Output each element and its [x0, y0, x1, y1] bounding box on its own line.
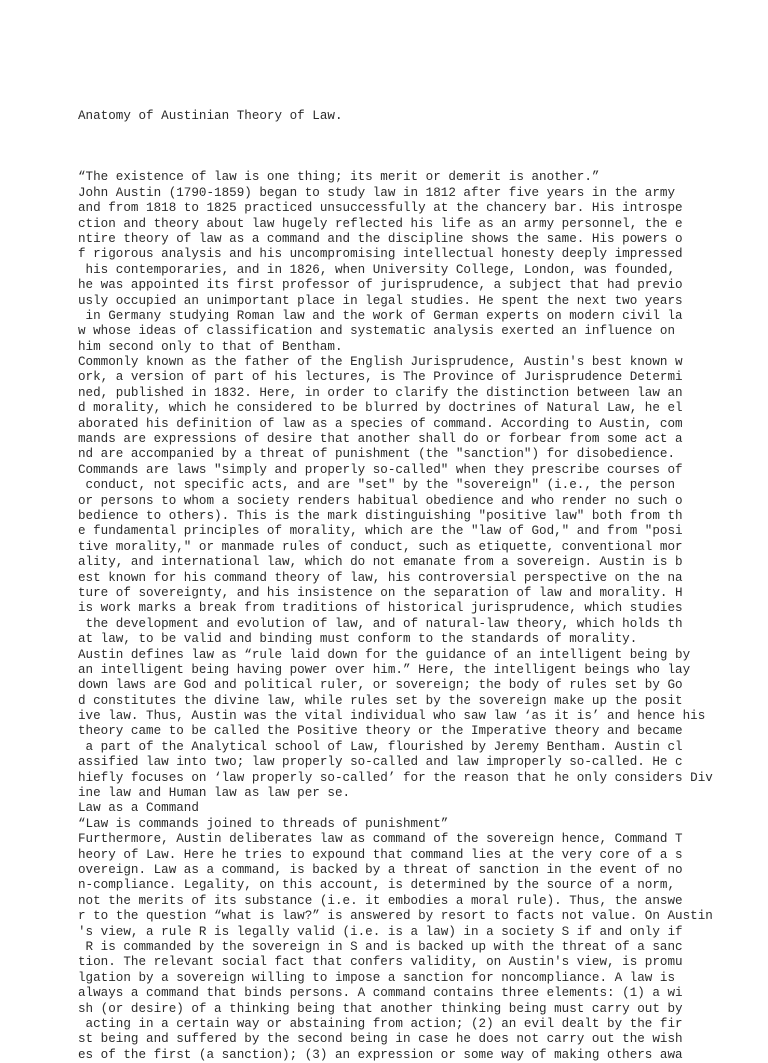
document-line: acting in a certain way or abstaining from action; (2) an evil dealt by the fir	[78, 1016, 683, 1031]
document-line: usly occupied an unimportant place in legal studies. He spent the next two years	[78, 293, 683, 308]
document-line: or persons to whom a society renders habitual obedience and who render no such o	[78, 493, 683, 508]
document-line: ction and theory about law hugely reflected his life as an army personnel, the e	[78, 216, 683, 231]
document-line: “The existence of law is one thing; its merit or demerit is another.”	[78, 170, 600, 185]
document-line: assified law into two; law properly so-called and law improperly so-called. He c	[78, 755, 683, 770]
document-line: the development and evolution of law, and of natural-law theory, which holds th	[78, 616, 683, 631]
document-line: sh (or desire) of a thinking being that another thinking being must carry out by	[78, 1001, 683, 1016]
document-line: he was appointed its first professor of jurisprudence, a subject that had previo	[78, 278, 683, 293]
document-line: Austin defines law as “rule laid down for the guidance of an intelligent being by	[78, 647, 691, 662]
document-line: ntire theory of law as a command and the discipline shows the same. His powers o	[78, 231, 683, 246]
document-line: n-compliance. Legality, on this account, is determined by the source of a norm,	[78, 878, 676, 893]
document-line: d morality, which he considered to be blurred by doctrines of Natural Law, he el	[78, 401, 683, 416]
document-line: always a command that binds persons. A command contains three elements: (1) a wi	[78, 986, 683, 1001]
document-line: Law as a Command	[78, 801, 199, 816]
document-line: f rigorous analysis and his uncompromising intellectual honesty deeply impressed	[78, 247, 683, 262]
document-line: ture of sovereignty, and his insistence on the separation of law and morality. H	[78, 585, 683, 600]
document-line: Furthermore, Austin deliberates law as command of the sovereign hence, Command T	[78, 832, 683, 847]
document-line: r to the question “what is law?” is answered by resort to facts not value. On Austin	[78, 909, 713, 924]
document-line: aborated his definition of law as a species of command. According to Austin, com	[78, 416, 683, 431]
document-line: hiefly focuses on ‘law properly so-called’ for the reason that he only considers Div	[78, 770, 713, 785]
document-line: est known for his command theory of law, his controversial perspective on the na	[78, 570, 683, 585]
document-line: is work marks a break from traditions of historical jurisprudence, which studies	[78, 601, 683, 616]
document-line: Commands are laws "simply and properly so-called" when they prescribe courses of	[78, 462, 683, 477]
document-line: heory of Law. Here he tries to expound that command lies at the very core of a s	[78, 847, 683, 862]
document-line: d constitutes the divine law, while rules set by the sovereign make up the posit	[78, 693, 683, 708]
document-line: tive morality," or manmade rules of conduct, such as etiquette, conventional mor	[78, 539, 683, 554]
document-line: Commonly known as the father of the English Jurisprudence, Austin's best known w	[78, 355, 683, 370]
document-line: ned, published in 1832. Here, in order to clarify the distinction between law an	[78, 385, 683, 400]
document-line: ality, and international law, which do not emanate from a sovereign. Austin is b	[78, 555, 683, 570]
document-line: “Law is commands joined to threads of punishment”	[78, 816, 449, 831]
document-line: 's view, a rule R is legally valid (i.e. is a law) in a society S if and only if	[78, 924, 683, 939]
document-line: and from 1818 to 1825 practiced unsuccessfully at the chancery bar. His introspe	[78, 201, 683, 216]
document-line: es of the first (a sanction); (3) an expression or some way of making others awa	[78, 1047, 683, 1062]
document-line: st being and suffered by the second being in case he does not carry out the wish	[78, 1032, 683, 1047]
document-line: bedience to others). This is the mark distinguishing "positive law" both from th	[78, 509, 683, 523]
document-line: at law, to be valid and binding must conform to the standards of morality.	[78, 632, 638, 647]
document-line: a part of the Analytical school of Law, flourished by Jeremy Bentham. Austin cl	[78, 739, 683, 754]
document-line: mands are expressions of desire that another shall do or forbear from some act a	[78, 432, 683, 447]
document-line: theory came to be called the Positive theory or the Imperative theory and became	[78, 724, 683, 739]
document-line: his contemporaries, and in 1826, when University College, London, was founded,	[78, 262, 676, 277]
document-line: down laws are God and political ruler, or sovereign; the body of rules set by Go	[78, 678, 683, 693]
document-body	[78, 78, 758, 1063]
document-line: conduct, not specific acts, and are "set" by the "sovereign" (i.e., the person	[78, 478, 676, 493]
document-line: overeign. Law as a command, is backed by a threat of sanction in the event of no	[78, 862, 683, 877]
document-line: ine law and Human law as law per se.	[78, 786, 351, 801]
document-line: lgation by a sovereign willing to impose a sanction for noncompliance. A law is	[78, 970, 676, 985]
document-title: Anatomy of Austinian Theory of Law.	[78, 108, 343, 123]
document-line: e fundamental principles of morality, which are the "law of God," and from "posi	[78, 524, 683, 539]
document-line: him second only to that of Bentham.	[78, 339, 343, 354]
document-line: tion. The relevant social fact that confers validity, on Austin's view, is promu	[78, 955, 683, 970]
document-line: an intelligent being having power over him.” Here, the intelligent beings who lay	[78, 662, 691, 677]
document-line: nd are accompanied by a threat of punishment (the "sanction") for disobedience.	[78, 447, 676, 462]
document-line: ork, a version of part of his lectures, is The Province of Jurisprudence Determi	[78, 370, 683, 385]
document-line: R is commanded by the sovereign in S and is backed up with the threat of a sanc	[78, 939, 683, 954]
document-line: not the merits of its substance (i.e. it embodies a moral rule). Thus, the answe	[78, 893, 683, 908]
document-line: John Austin (1790-1859) began to study law in 1812 after five years in the army	[78, 185, 676, 200]
document-line: w whose ideas of classification and systematic analysis exerted an influence on	[78, 324, 676, 339]
document-line: in Germany studying Roman law and the work of German experts on modern civil la	[78, 308, 683, 323]
document-line: ive law. Thus, Austin was the vital individual who saw law ‘as it is’ and hence his	[78, 709, 706, 724]
